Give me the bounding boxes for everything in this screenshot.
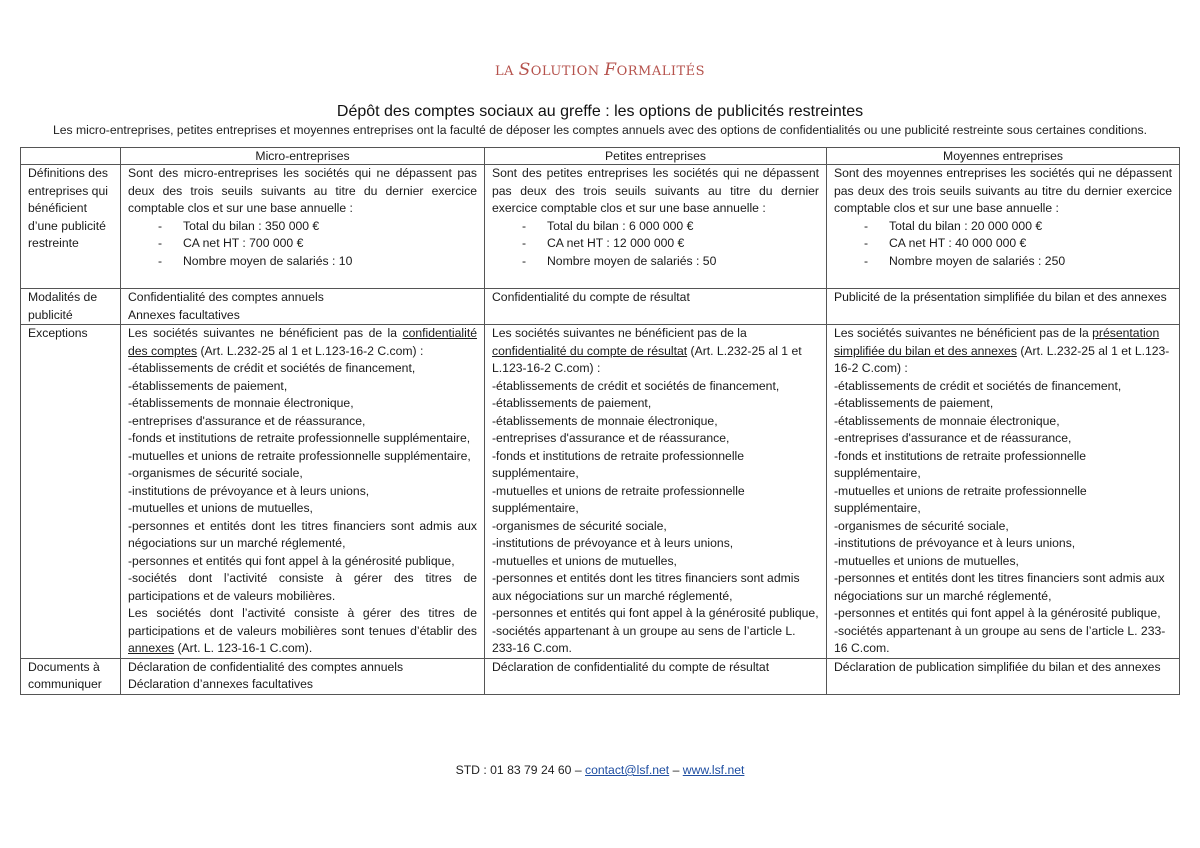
threshold-list [834, 218, 1172, 271]
logo-text: S [518, 60, 531, 80]
definition-petites [485, 165, 827, 289]
exception-item: -mutuelles et unions de mutuelles, [834, 553, 1019, 568]
exception-item: -établissements de crédit et sociétés de financement, [834, 378, 1122, 393]
exception-item: -personnes et entités dont les titres financiers sont admis aux négociations sur un marché réglementé, [492, 571, 800, 603]
exception-item: -établissements de paiement, [128, 378, 288, 393]
exception-intro [492, 325, 819, 378]
modalites-moyennes: Publicité de la présentation simplifiée du bilan et des annexes [827, 289, 1180, 325]
page-title: Dépôt des comptes sociaux au greffe : les options de publicités restreintes [336, 103, 864, 120]
exception-item: -personnes et entités qui font appel à la générosité publique, [834, 606, 1161, 620]
exception-item: -institutions de prévoyance et à leurs unions, [492, 536, 734, 550]
exception-item: -personnes et entités dont les titres financiers sont admis aux négociations sur un marché réglementé, [128, 518, 477, 550]
exception-intro-text: Les sociétés suivantes ne bénéficient pas de la [492, 326, 747, 340]
exception-note [128, 605, 477, 658]
logo-text: LA [494, 64, 519, 79]
definition-text: Sont des moyennes entreprises les sociétés qui ne dépassent pas deux des trois seuils suivants au titre du dernier exercice comptable clos et sur une base annuelle : [834, 166, 1172, 215]
header-petites: Petites entreprises [485, 148, 827, 165]
exception-item: -institutions de prévoyance et à leurs unions, [834, 536, 1076, 550]
table-header-row [21, 148, 1180, 165]
page-subtitle: Les micro-entreprises, petites entreprises et moyennes entreprises ont la faculté de déposer les comptes annuels avec des options de confidentialités ou une publicité restreinte sous certaines conditions. [52, 123, 1148, 137]
logo-text: ORMALITÉS [616, 64, 706, 79]
exception-reference: (Art. L.232-25 al 1 et L.123-16-2 C.com) : [197, 343, 424, 358]
logo-text: F [604, 60, 617, 80]
modalites-petites: Confidentialité du compte de résultat [485, 289, 827, 325]
definition-text: Sont des micro-entreprises les sociétés qui ne dépassent pas deux des trois seuils suivants au titre du dernier exercice comptable clos et sur une base annuelle : [128, 166, 477, 215]
threshold-list [128, 218, 477, 271]
exception-item: -établissements de crédit et sociétés de financement, [128, 361, 416, 375]
exception-item: -institutions de prévoyance et à leurs unions, [128, 483, 370, 498]
exception-scope: confidentialité des comptes [128, 326, 477, 358]
exceptions-moyennes [827, 325, 1180, 659]
threshold-item: - Nombre moyen de salariés : 50 [522, 253, 819, 271]
threshold-item: - CA net HT : 700 000 € [158, 235, 477, 253]
footer-website-link[interactable]: www.lsf.net [682, 763, 745, 777]
documents-moyennes: Déclaration de publication simplifiée du bilan et des annexes [827, 658, 1180, 694]
exception-list [834, 378, 1172, 623]
threshold-item: - Total du bilan : 350 000 € [158, 218, 477, 236]
table-row-modalites [21, 289, 1180, 325]
exception-item: -sociétés appartenant à un groupe au sens de l’article L. 233-16 C.com. [492, 623, 796, 655]
document-line: Déclaration de confidentialité des comptes annuels [128, 659, 404, 674]
header-empty [21, 148, 121, 165]
table-row-documents [21, 658, 1180, 694]
row-label-exceptions: Exceptions [21, 325, 121, 659]
exception-item: -sociétés dont l’activité consiste à gérer des titres de participations et de valeurs mobilières. [128, 571, 477, 603]
exception-item: -établissements de paiement, [834, 396, 994, 410]
row-label-documents: Documents à communiquer [21, 658, 121, 694]
exception-item: -établissements de monnaie électronique, [128, 396, 354, 410]
exception-item: -mutuelles et unions de retraite professionnelle supplémentaire, [834, 483, 1087, 515]
row-label-modalites: Modalités de publicité [21, 289, 121, 325]
definition-micro [121, 165, 485, 289]
exception-item: -mutuelles et unions de retraite professionnelle supplémentaire, [492, 483, 745, 515]
definition-moyennes [827, 165, 1180, 289]
header-moyennes: Moyennes entreprises [827, 148, 1180, 165]
exception-item: -mutuelles et unions de retraite professionnelle supplémentaire, [128, 448, 471, 463]
modalite-line: Annexes facultatives [128, 307, 240, 322]
exceptions-micro [121, 325, 485, 659]
note-reference: (Art. L. 123-16-1 C.com). [174, 641, 313, 655]
threshold-item: - CA net HT : 40 000 000 € [864, 235, 1172, 253]
exception-item: -établissements de monnaie électronique, [492, 413, 718, 428]
exception-item: -entreprises d'assurance et de réassurance, [492, 431, 730, 445]
table-row-exceptions [21, 325, 1180, 659]
threshold-item: - CA net HT : 12 000 000 € [522, 235, 819, 253]
footer-contact [0, 763, 1200, 777]
exception-item: -fonds et institutions de retraite professionnelle supplémentaire, [492, 448, 745, 480]
exception-item: -organismes de sécurité sociale, [834, 518, 1009, 533]
row-label-definitions: Définitions des entreprises qui bénéficient d’une publicité restreinte [21, 165, 121, 289]
document-line: Déclaration d’annexes facultatives [128, 677, 313, 691]
exception-scope: présentation simplifiée du bilan et des annexes [834, 326, 1160, 358]
exception-intro-text: Les sociétés suivantes ne bénéficient pas de la [128, 326, 403, 340]
threshold-item: - Nombre moyen de salariés : 10 [158, 253, 477, 271]
threshold-list [492, 218, 819, 271]
exception-item: -personnes et entités dont les titres financiers sont admis aux négociations sur un marché réglementé, [834, 571, 1165, 603]
footer-email-link[interactable]: contact@lsf.net [585, 763, 670, 777]
exception-item: -organismes de sécurité sociale, [128, 466, 303, 480]
documents-petites: Déclaration de confidentialité du compte de résultat [485, 658, 827, 694]
exception-item: -organismes de sécurité sociale, [492, 518, 667, 533]
comparison-table [20, 147, 1180, 695]
exception-reference: (Art. L.232-25 al 1 et L.123-16-2 C.com) : [834, 343, 1170, 375]
exception-item: -fonds et institutions de retraite professionnelle supplémentaire, [834, 448, 1087, 480]
exception-reference: (Art. L.232-25 al 1 et L.123-16-2 C.com) : [492, 343, 802, 375]
threshold-item: - Total du bilan : 20 000 000 € [864, 218, 1172, 236]
table-row-definitions [21, 165, 1180, 289]
documents-micro [121, 658, 485, 694]
exception-item: -établissements de crédit et sociétés de financement, [492, 378, 780, 393]
note-annexes: annexes [128, 641, 175, 655]
exception-item: -entreprises d'assurance et de réassurance, [834, 431, 1072, 445]
exception-intro [128, 325, 477, 360]
threshold-item: - Total du bilan : 6 000 000 € [522, 218, 819, 236]
exception-item: -fonds et institutions de retraite professionnelle supplémentaire, [128, 431, 471, 445]
footer-phone: STD : 01 83 79 24 60 – [455, 763, 586, 777]
logo-text: OLUTION [530, 64, 605, 79]
exception-item: -sociétés appartenant à un groupe au sens de l’article L. 233-16 C.com. [834, 623, 1166, 655]
exception-intro-text: Les sociétés suivantes ne bénéficient pas de la [834, 326, 1093, 340]
exception-item: -établissements de monnaie électronique, [834, 413, 1060, 428]
modalite-line: Confidentialité des comptes annuels [128, 290, 324, 304]
company-logo [0, 60, 1200, 80]
exception-item: -mutuelles et unions de mutuelles, [128, 501, 313, 515]
exception-intro [834, 325, 1172, 378]
exceptions-petites [485, 325, 827, 659]
exception-item: -mutuelles et unions de mutuelles, [492, 553, 677, 568]
exception-item: -établissements de paiement, [492, 396, 652, 410]
note-text: Les sociétés dont l’activité consiste à gérer des titres de participations et de valeurs mobilières sont tenues d’établir des [128, 606, 477, 638]
modalites-micro [121, 289, 485, 325]
exception-item: -entreprises d'assurance et de réassurance, [128, 413, 366, 428]
exception-item: -personnes et entités qui font appel à la générosité publique, [492, 606, 819, 620]
definition-text: Sont des petites entreprises les sociétés qui ne dépassent pas deux des trois seuils suivants au titre du dernier exercice comptable clos et sur une base annuelle : [492, 166, 819, 215]
exception-list [128, 360, 477, 570]
exception-list [492, 378, 819, 623]
header-micro: Micro-entreprises [121, 148, 485, 165]
footer-separator: – [669, 763, 683, 777]
exception-scope: confidentialité du compte de résultat [492, 343, 688, 358]
threshold-item: - Nombre moyen de salariés : 250 [864, 253, 1172, 271]
exception-item: -personnes et entités qui font appel à la générosité publique, [128, 553, 455, 568]
